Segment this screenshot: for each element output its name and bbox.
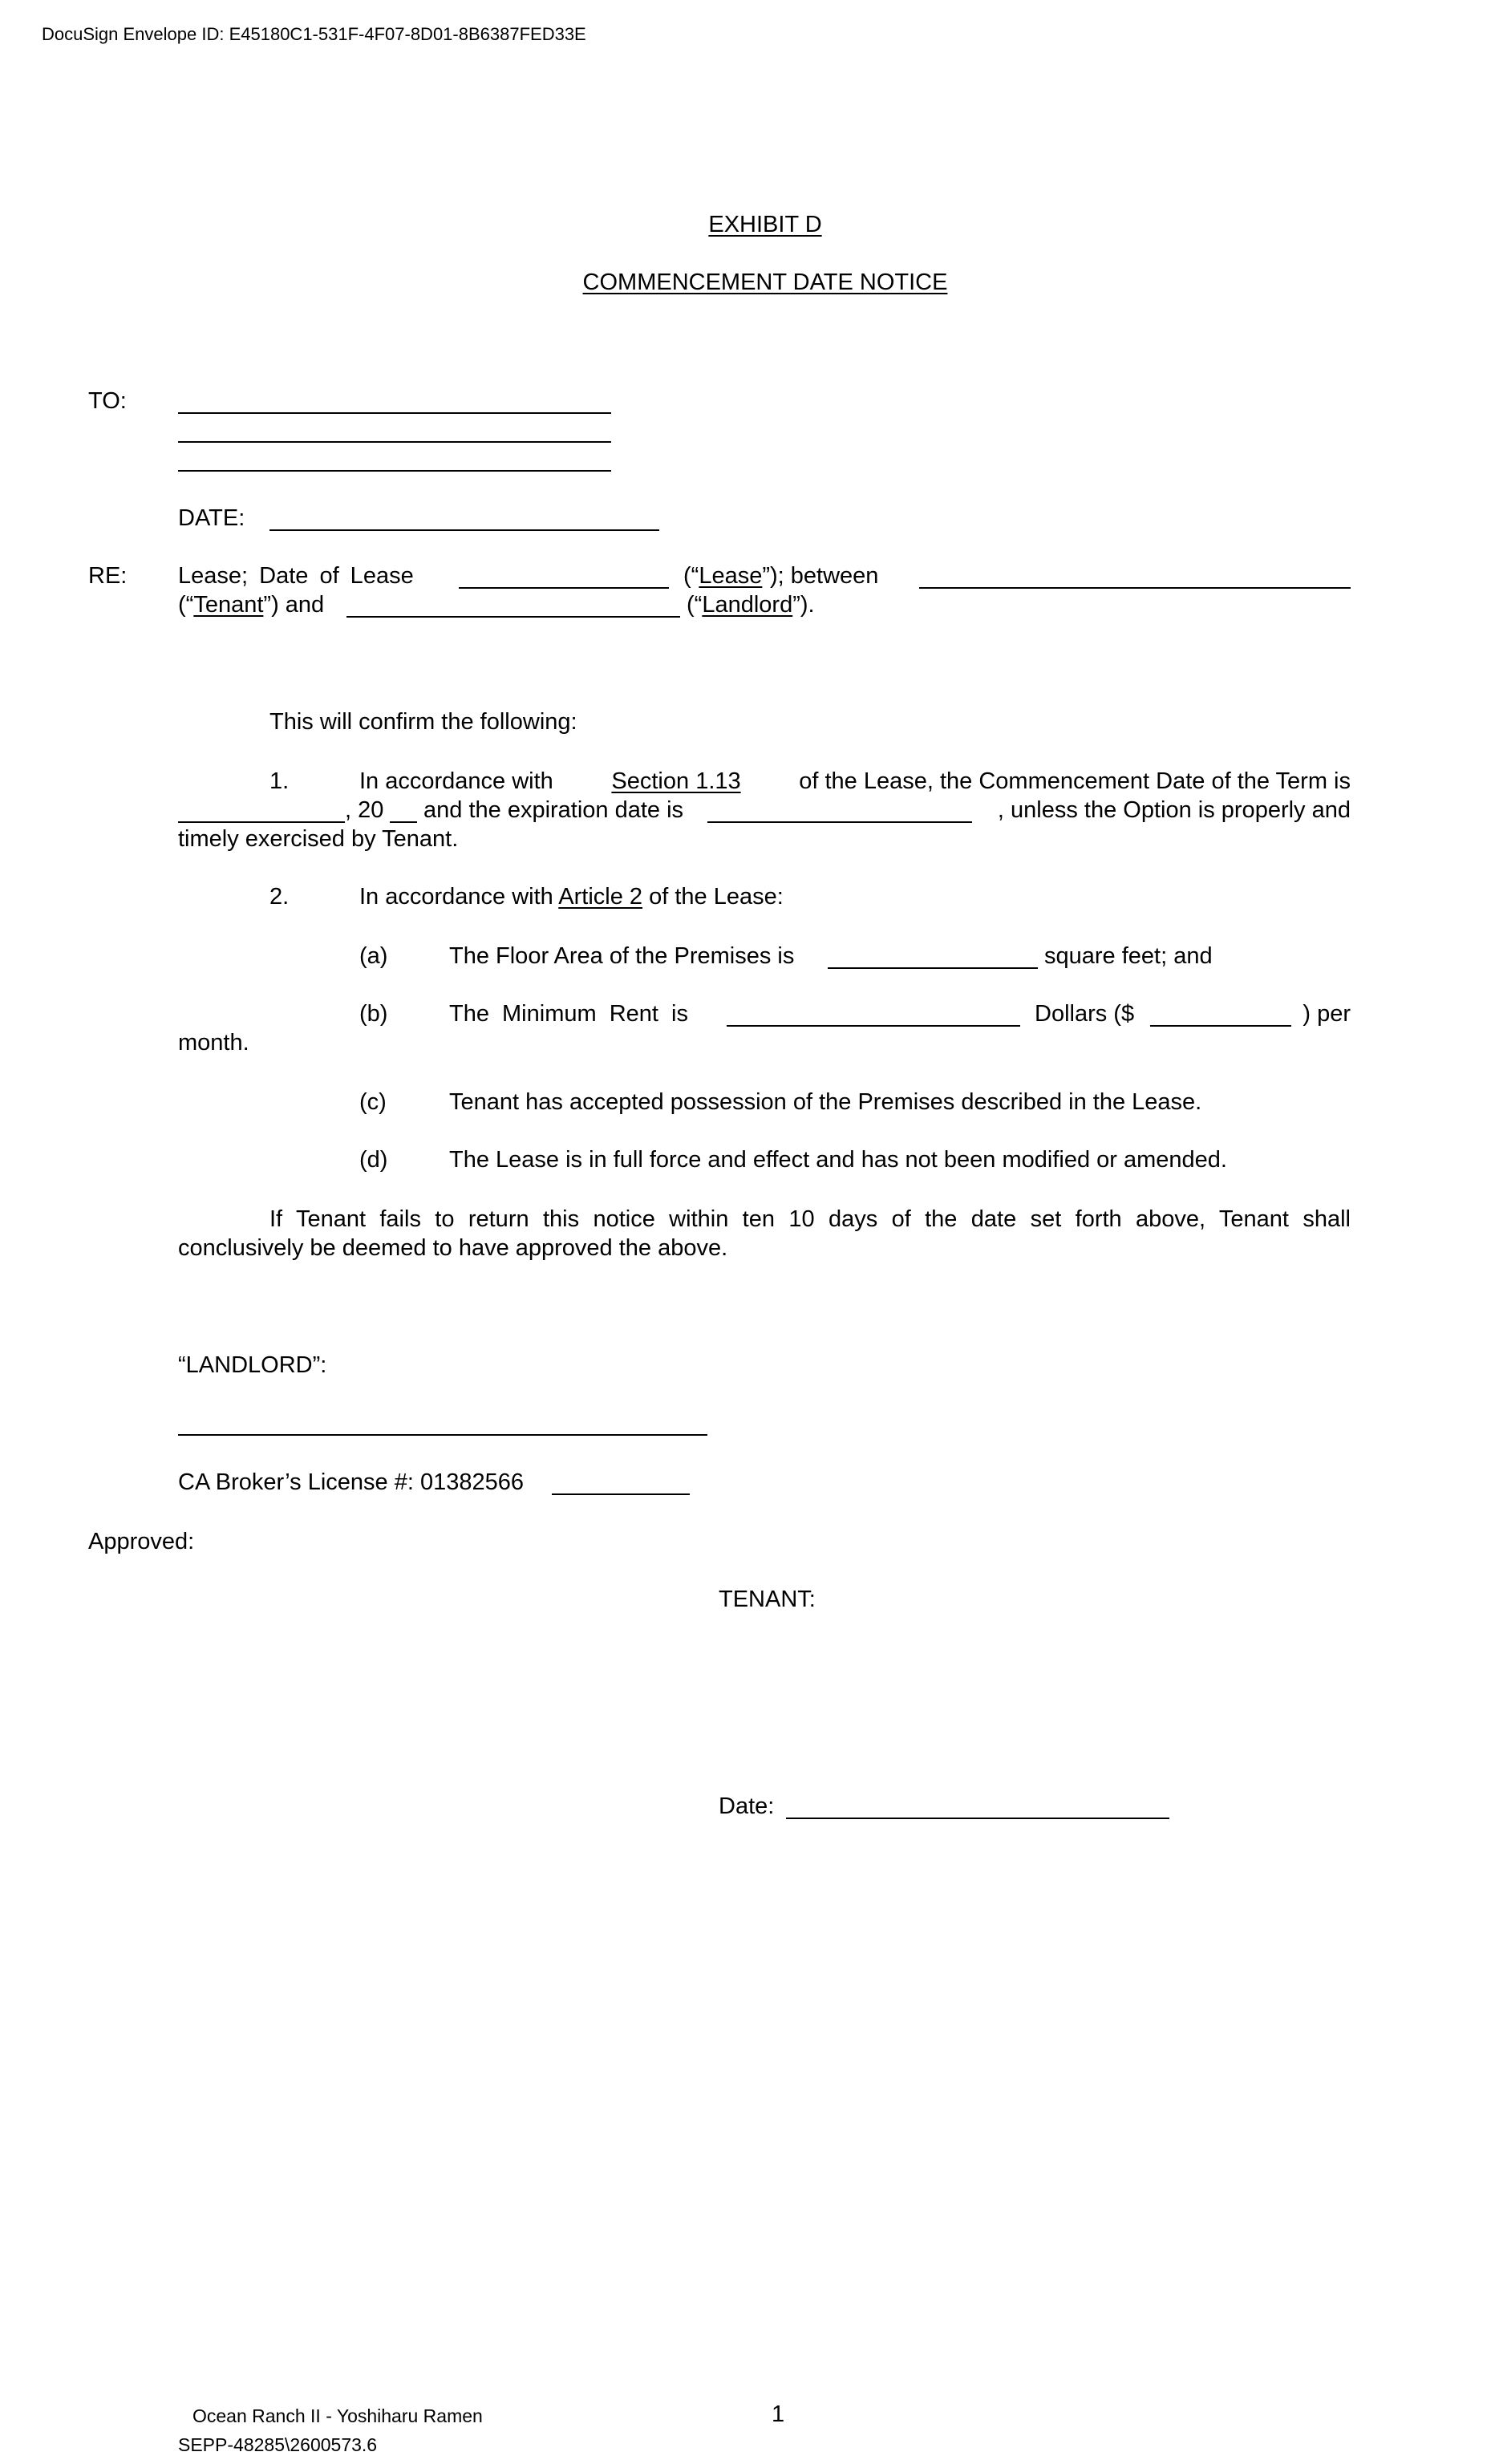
- sub-a-unit: square feet; and: [1044, 943, 1213, 969]
- sub-b-label: (b): [359, 1001, 388, 1027]
- year-line[interactable]: [390, 821, 417, 823]
- sub-c-label: (c): [359, 1089, 387, 1115]
- sub-a-text: The Floor Area of the Premises is: [449, 943, 795, 969]
- tenant-date-line[interactable]: [786, 1818, 1169, 1819]
- intro-text: This will confirm the following:: [269, 709, 577, 735]
- tenant-name-line[interactable]: [919, 587, 1351, 589]
- item-1-year-prefix: , 20: [345, 797, 384, 823]
- landlord-signature-line[interactable]: [178, 1434, 707, 1436]
- minimum-rent-amount-line[interactable]: [1150, 1025, 1291, 1027]
- broker-license-line[interactable]: [552, 1493, 690, 1495]
- item-1-number: 1.: [269, 768, 290, 794]
- lease-date-line[interactable]: [459, 587, 669, 589]
- item-2-text: In accordance with Article 2 of the Lease:: [359, 884, 784, 910]
- sub-a-label: (a): [359, 943, 388, 969]
- to-line-2[interactable]: [178, 441, 611, 443]
- envelope-id: DocuSign Envelope ID: E45180C1-531F-4F07-8D01-8B6387FED33E: [42, 24, 586, 44]
- notice-title: COMMENCEMENT DATE NOTICE: [582, 270, 948, 295]
- sub-b-text: The Minimum Rent is: [449, 1001, 688, 1027]
- approved-label: Approved:: [88, 1529, 195, 1554]
- closing-line-2: conclusively be deemed to have approved the above.: [178, 1235, 728, 1261]
- landlord-name-line[interactable]: [346, 616, 680, 618]
- re-tenant-defined: (“Tenant”) and: [178, 592, 325, 618]
- to-line-1[interactable]: [178, 412, 611, 414]
- date-line[interactable]: [269, 529, 659, 531]
- section-reference: Section 1.13: [611, 768, 741, 794]
- item-1-option-text: , unless the Option is properly and: [997, 797, 1351, 823]
- sub-b-per: ) per: [1303, 1001, 1351, 1027]
- commencement-date-line[interactable]: [178, 821, 345, 823]
- sub-b-continuation: month.: [178, 1030, 249, 1056]
- re-label: RE:: [88, 563, 128, 589]
- closing-line-1: If Tenant fails to return this notice within ten 10 days of the date set forth above, Tenant shall: [269, 1206, 1351, 1232]
- minimum-rent-words-line[interactable]: [727, 1025, 1020, 1027]
- re-landlord-defined: (“Landlord”).: [687, 592, 815, 618]
- item-1-line-3: timely exercised by Tenant.: [178, 826, 459, 852]
- sub-b-dollars: Dollars ($: [1035, 1001, 1135, 1027]
- page-number: 1: [772, 2401, 785, 2427]
- footer-doc-id: SEPP-48285\2600573.6: [178, 2434, 378, 2455]
- item-2-number: 2.: [269, 884, 290, 910]
- date-label: DATE:: [178, 505, 245, 531]
- broker-license: CA Broker’s License #: 01382566: [178, 1469, 524, 1495]
- to-line-3[interactable]: [178, 470, 611, 472]
- item-1-expiration-text: and the expiration date is: [423, 797, 684, 823]
- to-label: TO:: [88, 388, 127, 414]
- expiration-date-line[interactable]: [707, 821, 972, 823]
- floor-area-line[interactable]: [828, 967, 1038, 969]
- item-1-line-1: In accordance with Section 1.13 of the Lease, the Commencement Date of the Term is: [359, 768, 1351, 794]
- exhibit-heading: EXHIBIT D: [708, 212, 822, 237]
- footer-project: Ocean Ranch II - Yoshiharu Ramen: [192, 2405, 483, 2426]
- re-lease-text: Lease; Date of Lease: [178, 563, 414, 589]
- tenant-label: TENANT:: [719, 1587, 816, 1612]
- article-reference: Article 2: [558, 884, 643, 910]
- sub-d-text: The Lease is in full force and effect and has not been modified or amended.: [449, 1147, 1227, 1173]
- re-lease-defined: (“Lease”); between: [683, 563, 879, 589]
- sub-c-text: Tenant has accepted possession of the Premises described in the Lease.: [449, 1089, 1202, 1115]
- sub-d-label: (d): [359, 1147, 388, 1173]
- tenant-date-label: Date:: [719, 1793, 775, 1819]
- landlord-label: “LANDLORD”:: [178, 1352, 327, 1378]
